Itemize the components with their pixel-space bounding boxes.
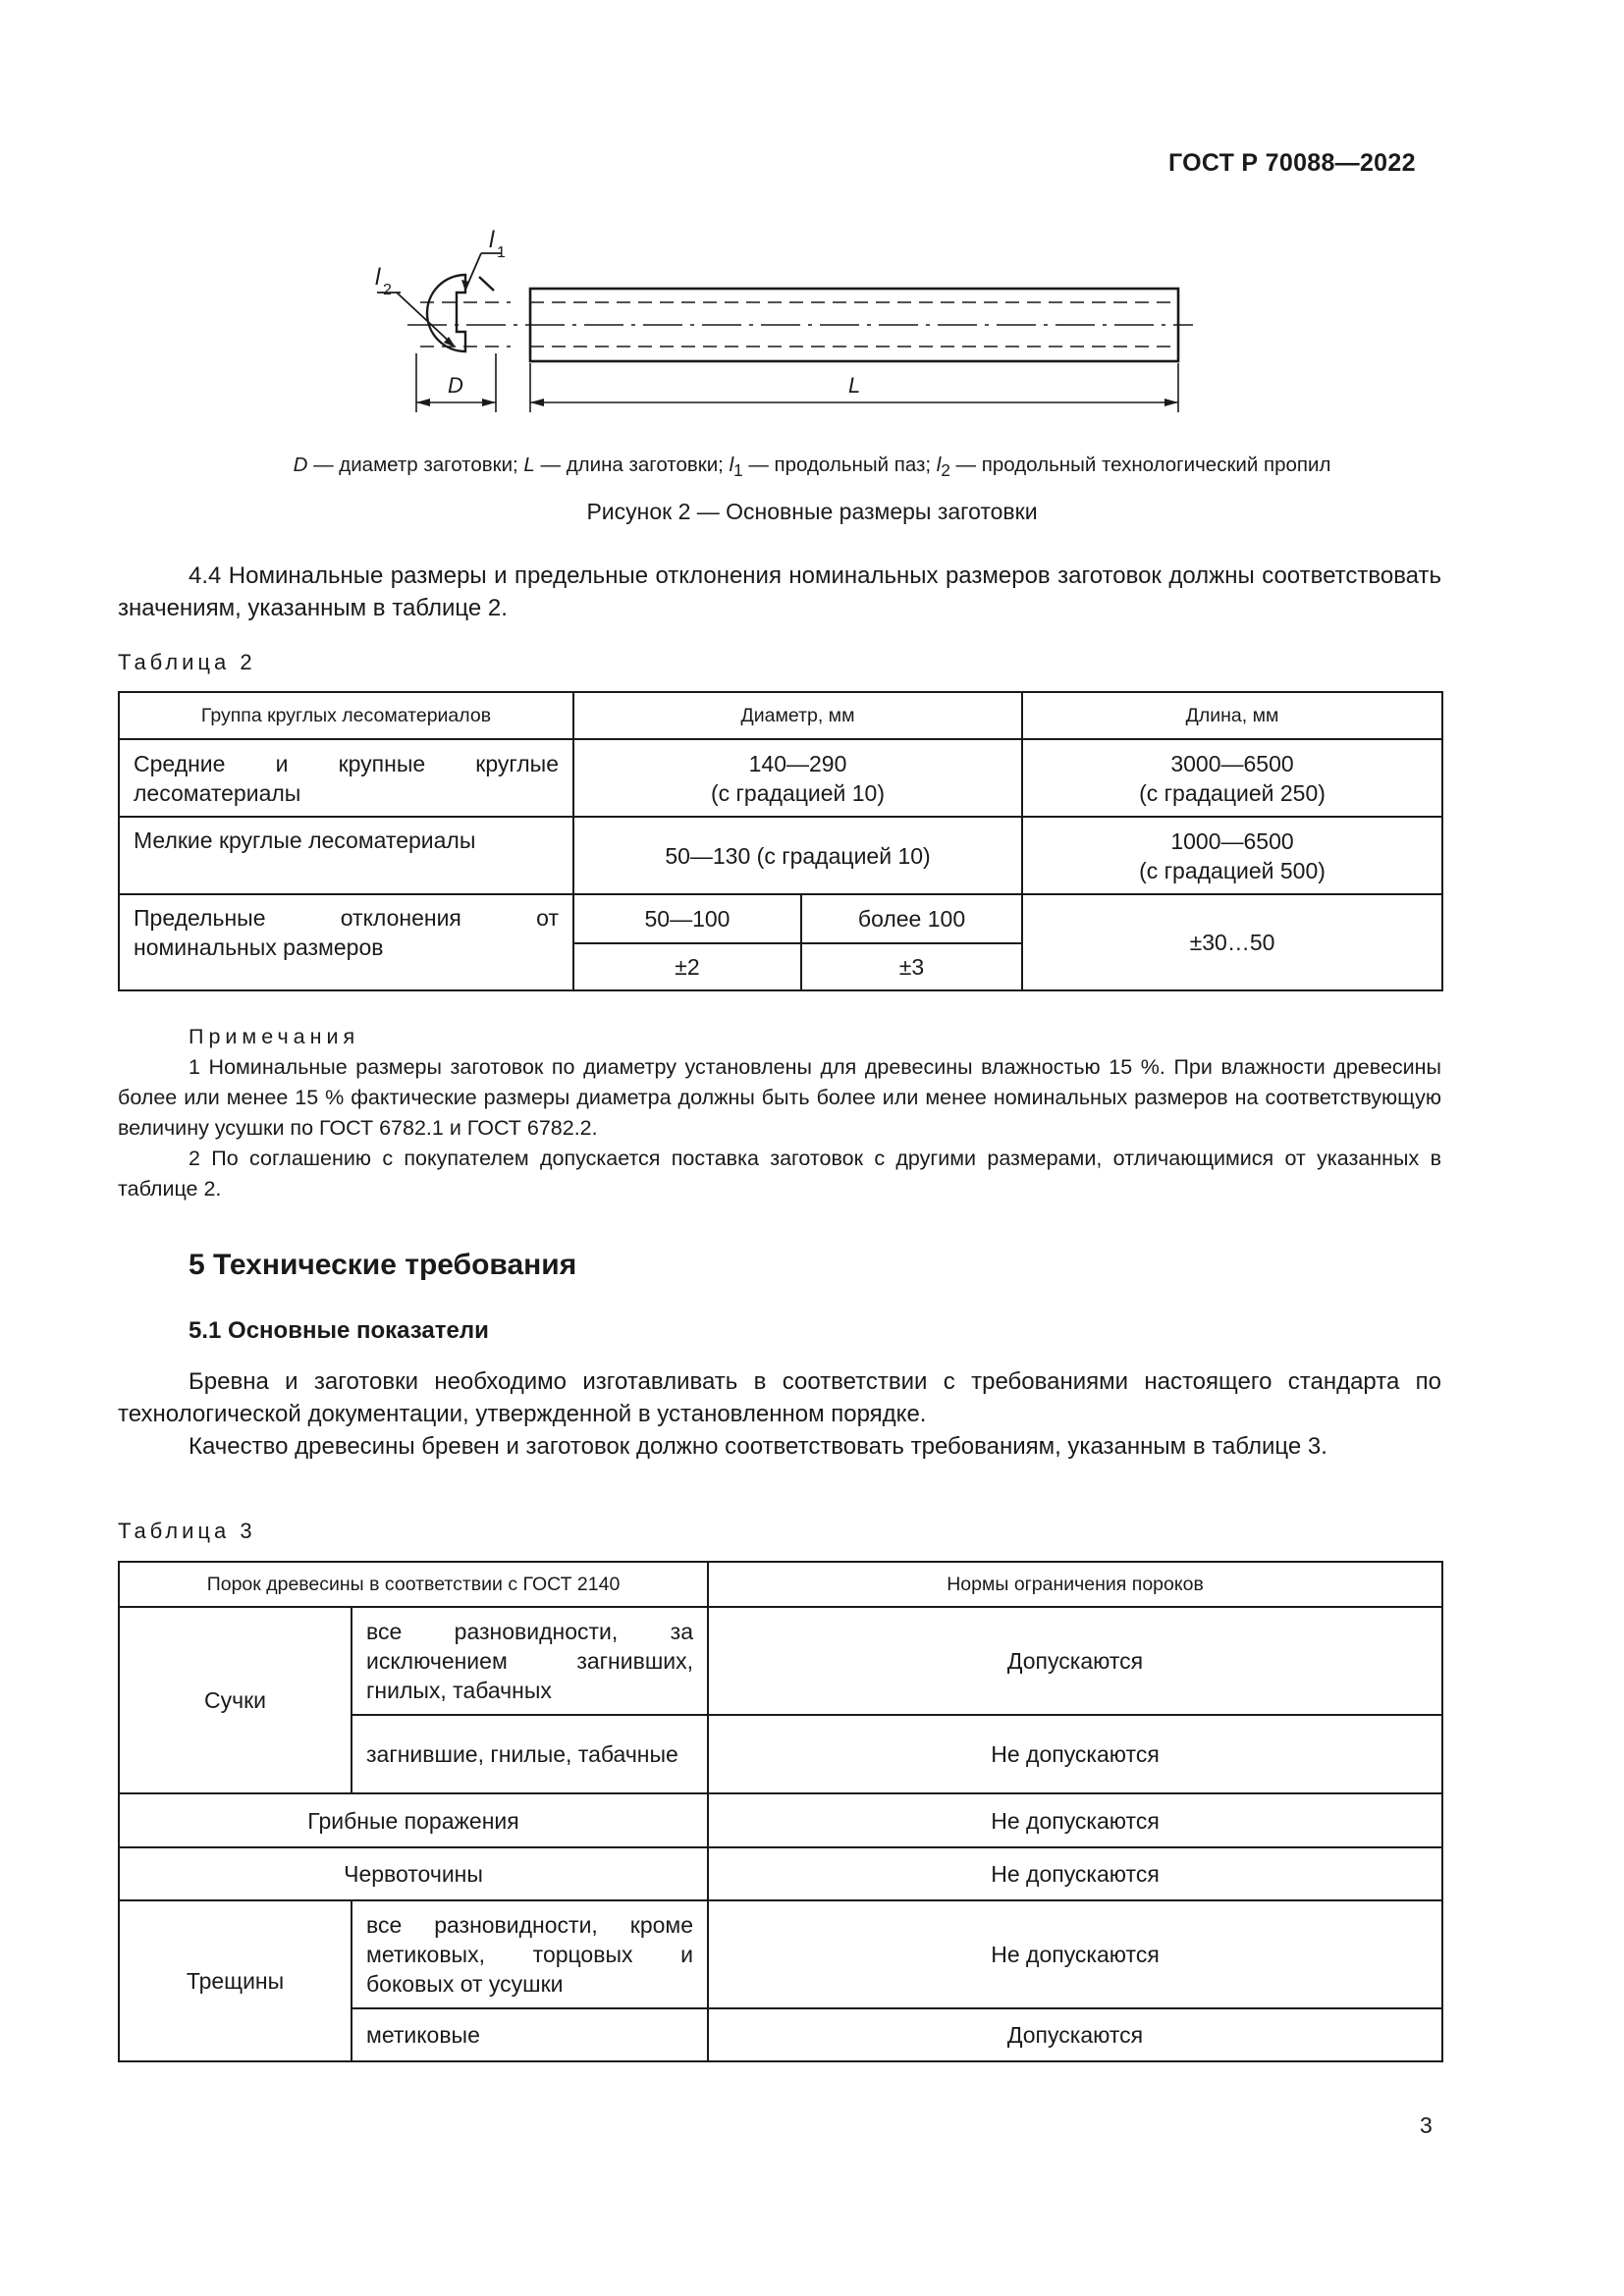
table-3-cell-norm: Не допускаются [708,1793,1442,1847]
table-3-cell-defect: Червоточины [119,1847,708,1900]
table-3 [118,1561,1443,2062]
table-2-label: Таблица 2 [118,650,256,674]
figure-2-caption: Рисунок 2 — Основные размеры заготовки [586,499,1038,524]
figure-2-drawing [363,216,1208,417]
table-3-header-norms: Нормы ограничения пороков [708,1562,1442,1607]
table-2-cell-deviation: ±2 [573,943,801,990]
table-3-header-defect: Порок древесины в соответствии с ГОСТ 2140 [119,1562,708,1607]
section-5-1-paragraph-2: Качество древесины бревен и заготовок должно соответствовать требованиям, указанным в таблице 3. [189,1433,1327,1460]
note-1: 1 Номинальные размеры заготовок по диаметру установлены для древесины влажностью 15 %. При влажности древесины более или менее 15 % фактические размеры диаметра должны быть более или менее номинальных размеров на соответствующую величину усушки по ГОСТ 6782.1 и ГОСТ 6782.2. [118,1055,1441,1140]
table-2-cell-length: 1000—6500 (с градацией 500) [1022,817,1442,894]
table-3-cell-defect: Сучки [119,1607,352,1793]
paragraph-4-4: 4.4 Номинальные размеры и предельные отклонения номинальных размеров заготовок должны соответствовать значениям, указанным в таблице 2. [118,562,1441,621]
table-2-cell-diameter: 50—130 (с градацией 10) [573,817,1022,894]
table-2-cell-group: Предельные отклонения от номинальных размеров [119,894,573,990]
table-3-cell-defect: Грибные поражения [119,1793,708,1847]
table-3-cell-defect: Трещины [119,1900,352,2061]
table-2-cell-group: Мелкие круглые лесоматериалы [119,817,573,894]
table-2-cell-deviation: ±3 [801,943,1022,990]
notes-title: Примечания [189,1025,360,1048]
table-2 [118,691,1443,991]
label-l1: l [489,227,495,253]
note-2: 2 По соглашению с покупателем допускается поставка заготовок с другими размерами, отличающимися от указанных в таблице 2. [118,1147,1441,1201]
table-3-cell-norm: Не допускаются [708,1715,1442,1793]
table-3-cell-subtype: все разновидности, за исключением загнивших, гнилых, табачных [352,1607,708,1715]
label-l2: l [375,264,381,291]
label-l1-sub: 1 [497,244,506,261]
figure-2-legend: D — диаметр заготовки; L — длина заготовки; $l_1$ — продольный паз; $l_2$ — продольный технологический пропил [293,454,1331,481]
table-3-cell-subtype: загнившие, гнилые, табачные [352,1715,708,1793]
section-5-heading: 5 Технические требования [189,1249,577,1281]
standard-code: ГОСТ Р 70088—2022 [1168,149,1416,177]
table-2-header-diameter: Диаметр, мм [573,692,1022,739]
section-5-1-heading: 5.1 Основные показатели [189,1317,489,1344]
page-number: 3 [1420,2112,1433,2138]
notes [118,1022,1441,1204]
table-2-cell-range: 50—100 [573,894,801,943]
table-2-cell-group: Средние и крупные круглые лесоматериалы [119,739,573,817]
table-2-cell-length: 3000—6500 (с градацией 250) [1022,739,1442,817]
table-2-header-length: Длина, мм [1022,692,1442,739]
label-L: L [848,373,861,398]
table-3-cell-subtype: метиковые [352,2008,708,2061]
table-3-cell-norm: Допускаются [708,1607,1442,1715]
table-3-cell-norm: Не допускаются [708,1847,1442,1900]
workpiece-cross-section [427,275,494,351]
table-2-cell-range: более 100 [801,894,1022,943]
section-5-1-paragraph-1: Бревна и заготовки необходимо изготавливать в соответствии с требованиями настоящего стандарта по технологической документации, утвержденной в установленном порядке. [118,1368,1441,1427]
table-3-cell-subtype: все разновидности, кроме метиковых, торцовых и боковых от усушки [352,1900,708,2008]
table-3-cell-norm: Допускаются [708,2008,1442,2061]
table-2-cell-diameter: 140—290 (с градацией 10) [573,739,1022,817]
table-3-label: Таблица 3 [118,1519,256,1543]
label-l2-sub: 2 [383,282,392,298]
table-2-cell-length-deviation: ±30…50 [1022,894,1442,990]
table-2-header-group: Группа круглых лесоматериалов [119,692,573,739]
table-3-cell-norm: Не допускаются [708,1900,1442,2008]
label-D: D [448,373,463,398]
